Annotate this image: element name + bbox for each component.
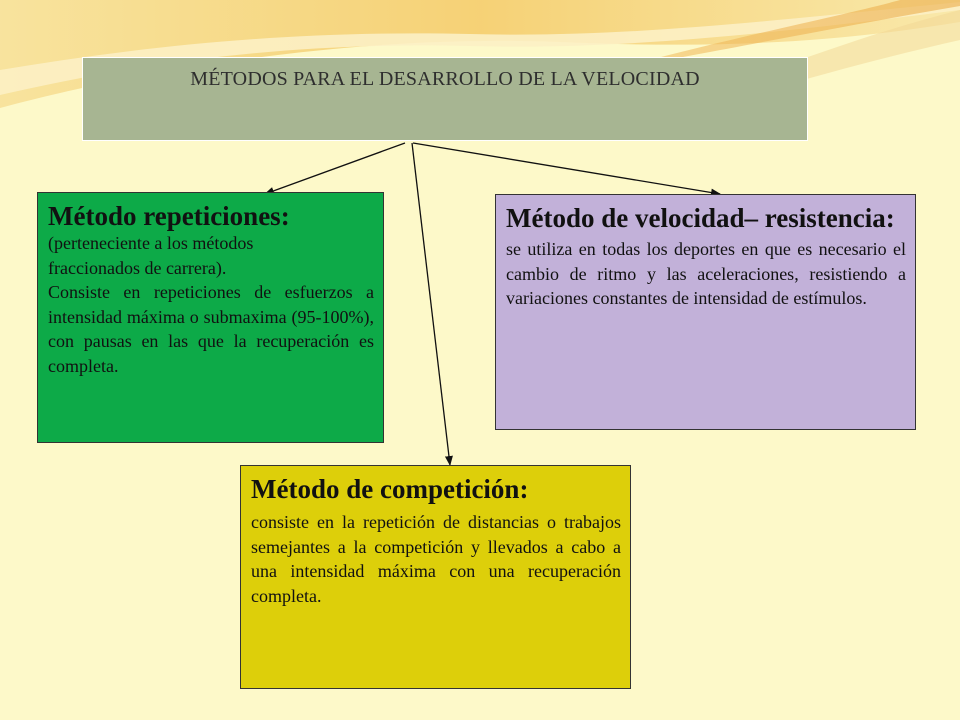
velocidad-resistencia-description: se utiliza en todas los deportes en que es necesario el cambio de ritmo y las aceleraciones, resistiendo a variaciones constantes de intensidad de estímulos. [506, 239, 906, 308]
repeticiones-note: (perteneciente a los métodos fraccionados de carrera). [48, 233, 254, 278]
repeticiones-heading: Método repeticiones: [48, 201, 290, 231]
page-title: MÉTODOS PARA EL DESARROLLO DE LA VELOCIDAD [190, 68, 700, 90]
method-repeticiones-box [37, 192, 384, 443]
method-velocidad-resistencia-box [495, 194, 916, 430]
competicion-description: consiste en la repetición de distancias o trabajos semejantes a la competición y llevados a cabo a una intensidad máxima con una recuperación completa. [251, 512, 621, 606]
repeticiones-description: Consiste en repeticiones de esfuerzos a intensidad máxima o submaxima (95-100%), con pausas en las que la recuperación es completa. [48, 282, 374, 376]
competicion-heading: Método de competición: [251, 474, 529, 504]
method-competicion-box [240, 465, 631, 689]
title-box [82, 57, 808, 141]
velocidad-resistencia-heading: Método de velocidad– resistencia: [506, 203, 895, 233]
